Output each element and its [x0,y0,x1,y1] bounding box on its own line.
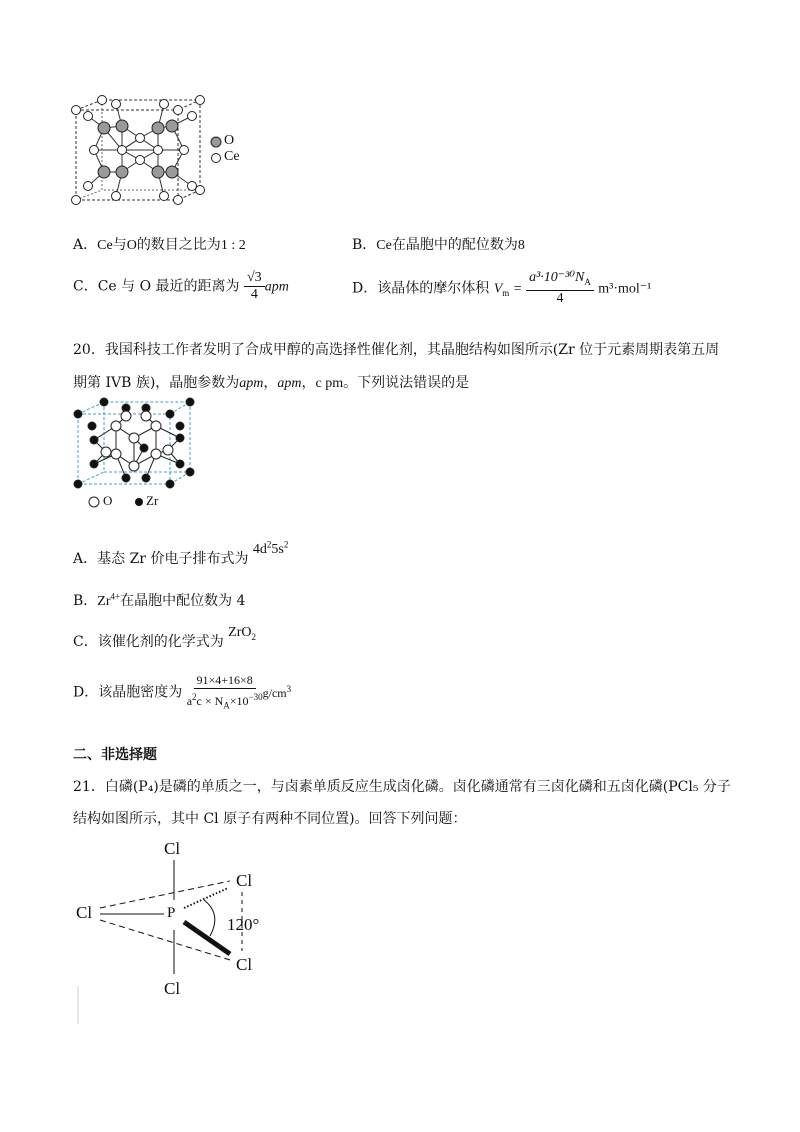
legend-ce-label: Ce [224,149,240,164]
legend-zr-black-circle-icon [134,497,144,507]
q20-option-d[interactable]: D．该晶胞密度为 $\frac{91\times 4+16\times 8}{a^2c \times N_A\times 10^{-30}}$ $g/cm^3$ [73,672,291,713]
cl-bottom-label: Cl [164,979,181,998]
fraction: $\frac{√3}{4}$ [244,270,265,303]
option-label: D． [352,280,378,297]
legend-o-grey-circle-icon [210,136,222,148]
section-heading: 二、非选择题 [73,747,157,763]
q19-option-a[interactable]: A．Ce与O的数目之比为1 : 2 [73,237,246,253]
q19-option-b[interactable]: B．Ce在晶胞中的配位数为8 [352,237,525,253]
density-fraction: $\frac{91\times 4+16\times 8}{a^2c \times N_A\times 10^{-30}}$ [186,673,263,711]
legend-zr-label: Zr [146,493,159,508]
q21-stem-line2: 结构如图所示，其中 Cl 原子有两种不同位置)。回答下列问题： [73,811,467,827]
legend-ce-white-circle-icon [210,152,222,164]
legend-o-white-circle-icon [88,496,100,508]
option-label: A． [73,237,98,253]
cl-top-label: Cl [164,839,181,858]
option-label: C． [73,278,98,295]
p-atom-label: P [167,905,176,921]
q21-stem-line1: 21．白磷(P₄)是磷的单质之一，与卤素单质反应生成卤化磷。卤化磷通常有三卤化磷和五卤化磷(PCl₅ 分子 [73,779,731,795]
ceo2-unit-cell-figure [60,92,200,212]
angle-label: 120° [227,915,260,934]
q20-stem-line1: 20．我国科技工作者发明了合成甲醇的高选择性催化剂，其晶胞结构如图所示(Zr 位于元素周期表第五周 [73,342,720,358]
q20-stem-line2: 期第 IVB 族)，晶胞参数为apm，apm，c pm。下列说法错误的是 [73,375,470,391]
cl-upper-right-label: Cl [236,871,253,890]
legend-o-label: O [224,133,235,148]
q19-option-d[interactable]: D．该晶体的摩尔体积 $V_m$ = $\frac{a^3\cdot 10^{-30}N_A}{4}$ m³·mol⁻¹ [352,270,652,306]
q19-option-c[interactable]: C．Ce 与 O 最近的距离为 $\frac{√3}{4}$ apm [73,270,289,302]
cl-lower-right-label: Cl [236,955,253,974]
option-label: B． [352,237,377,253]
q20-option-b[interactable]: B．$Zr^{4+}$在晶胞中配位数为 4 [73,591,246,609]
q20-option-a[interactable]: A．基态 Zr 价电子排布式为 $4d^25s^2$ [73,539,289,567]
cl-left-label: Cl [76,903,93,922]
zro2-unit-cell-figure [70,398,200,490]
legend-o-label: O [103,493,113,508]
q20-option-c[interactable]: C．该催化剂的化学式为 ZrO$_2$ [73,625,256,650]
fraction: $\frac{a^3\cdot 10^{-30}N_A}{4}$ [526,270,594,307]
